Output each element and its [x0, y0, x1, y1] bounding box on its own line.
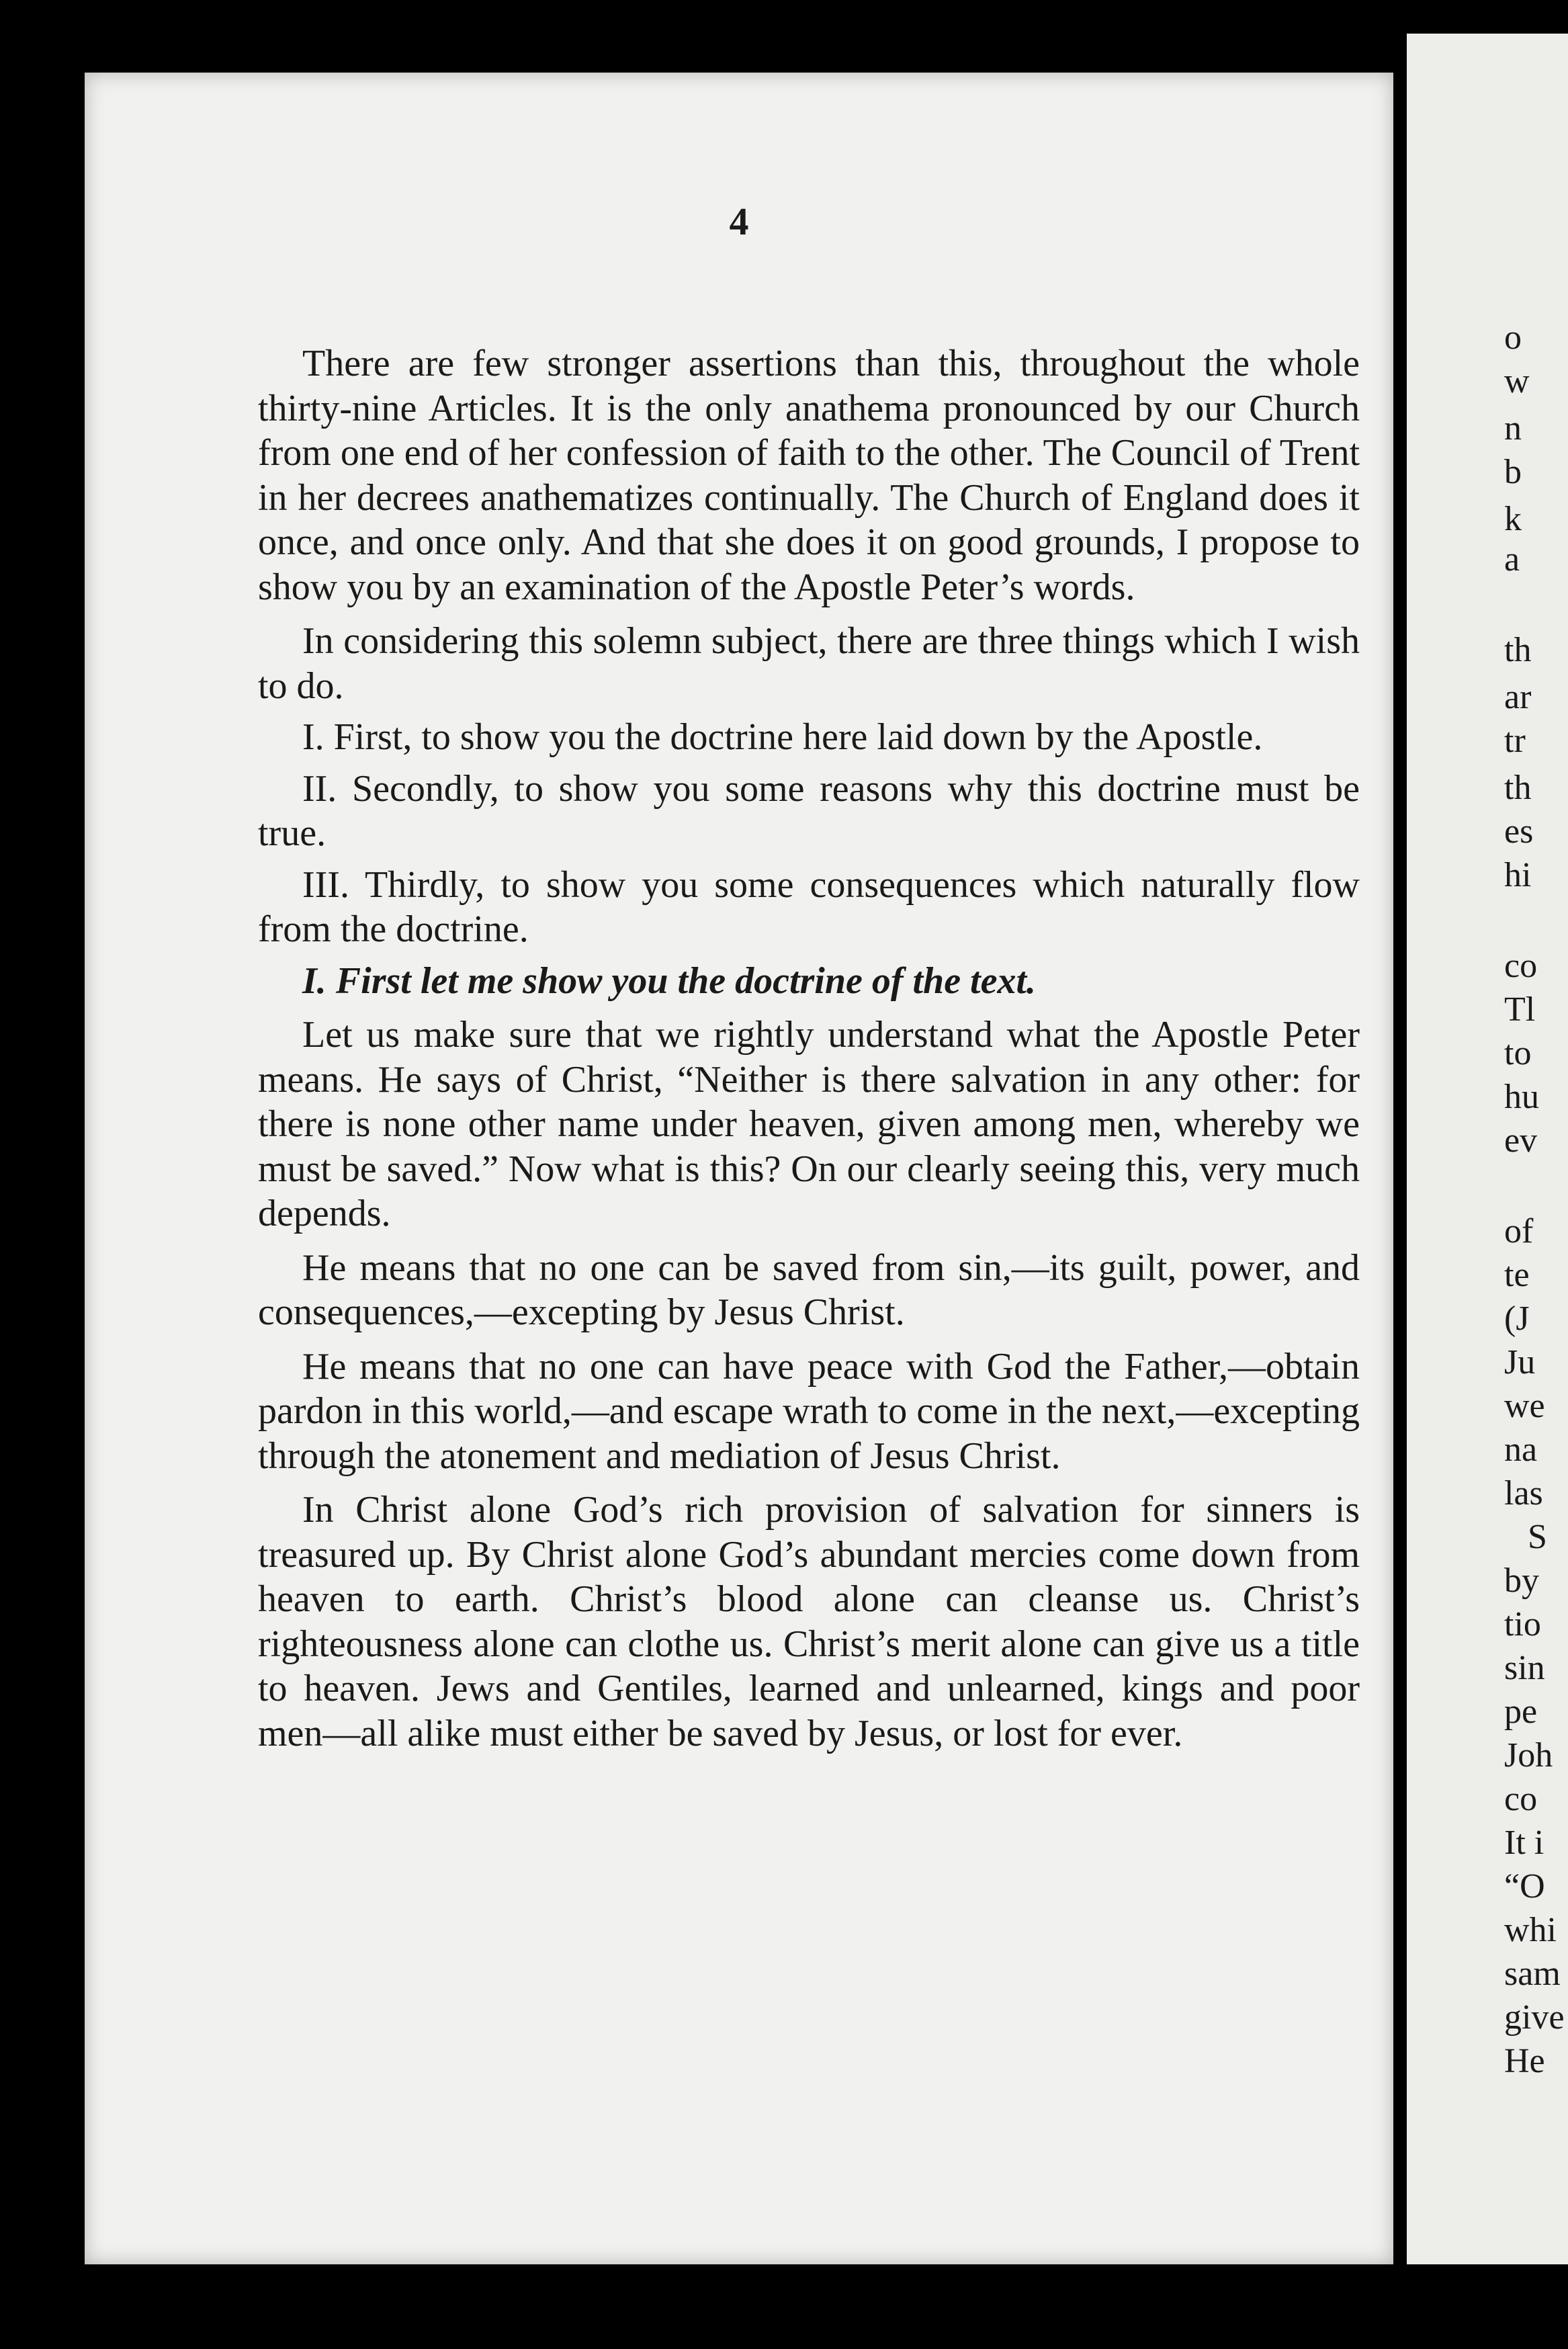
paragraph: He means that no one can be saved from sin,—its guilt, power, and consequences,—excepting by Jesus Christ.: [258, 1246, 1360, 1333]
right-page-line-fragment: th: [1504, 769, 1532, 807]
page-number: 4: [729, 200, 749, 243]
list-item: I. First, to show you the doctrine here laid down by the Apostle.: [302, 716, 1263, 758]
right-page-line-fragment: ar: [1504, 678, 1532, 716]
right-page-line-fragment: give: [1504, 1998, 1565, 2037]
right-page-line-fragment: whi: [1504, 1911, 1557, 1949]
section-heading: I. First let me show you the doctrine of the text.: [302, 959, 1037, 1002]
right-page-line-fragment: es: [1504, 812, 1534, 851]
right-page-line-fragment: “O: [1504, 1867, 1545, 1906]
right-page-line-fragment: w: [1504, 362, 1530, 400]
right-page-line-fragment: tio: [1504, 1605, 1541, 1643]
body-text: [258, 341, 1360, 1765]
paragraph: He means that no one can have peace with God the Father,—obtain pardon in this world,—and escape wrath to come in the next,—excepting through the atonement and mediation of Jesus Christ.: [258, 1345, 1360, 1477]
right-page-line-fragment: pe: [1504, 1693, 1538, 1731]
right-page-line-fragment: co: [1504, 947, 1538, 985]
right-page-line-fragment: te: [1504, 1256, 1530, 1294]
right-page-line-fragment: (J: [1504, 1299, 1530, 1338]
right-page-line-fragment: k: [1504, 500, 1522, 538]
paragraph: In considering this solemn subject, there are three things which I wish to do.: [258, 620, 1360, 707]
right-page-line-fragment: we: [1504, 1387, 1545, 1425]
paragraph: In Christ alone God’s rich provision of salvation for sinners is treasured up. By Christ alone God’s abundant mercies come down from heaven to earth. Christ’s blood alone can cleanse us. Christ’s righteousness alone can clothe us. Christ’s merit alone can give us a title to heaven. Jews and Gentiles, learned and unlearned, kings and poor men—all alike must either be saved by Jesus, or lost for ever.: [258, 1489, 1360, 1754]
right-page-line-fragment: hi: [1504, 856, 1532, 894]
right-page-line-fragment: tr: [1504, 722, 1526, 760]
right-page-line-fragment: ev: [1504, 1121, 1538, 1160]
right-page-line-fragment: Joh: [1504, 1736, 1553, 1775]
right-page-line-fragment: sam: [1504, 1955, 1561, 1993]
right-page-line-fragment: hu: [1504, 1078, 1539, 1116]
right-page-line-fragment: sin: [1504, 1649, 1545, 1687]
right-page-line-fragment: S: [1528, 1518, 1547, 1556]
right-page-edge: [1407, 34, 1568, 2264]
right-page-line-fragment: by: [1504, 1562, 1539, 1600]
right-page-line-fragment: a: [1504, 540, 1520, 579]
right-page-line-fragment: It i: [1504, 1824, 1544, 1862]
list-item: II. Secondly, to show you some reasons why this doctrine must be true.: [258, 767, 1360, 854]
right-page-line-fragment: o: [1504, 318, 1522, 357]
paragraph: There are few stronger assertions than this, throughout the whole thirty-nine Articles. It is the only anathema pronounced by our Church from one end of her confession of faith to the other. The Council of Trent in her decrees anathematizes continually. The Church of England does it once, and once only. And that she does it on good grounds, I propose to show you by an examination of the Apostle Peter’s words.: [258, 343, 1360, 608]
right-page-line-fragment: n: [1504, 409, 1522, 447]
right-page-line-fragment: of: [1504, 1212, 1534, 1250]
gutter-shadow: [1393, 0, 1407, 2349]
left-page: [85, 73, 1393, 2264]
right-page-line-fragment: las: [1504, 1474, 1543, 1512]
right-page-line-fragment: th: [1504, 631, 1532, 669]
right-page-line-fragment: b: [1504, 453, 1522, 491]
right-page-line-fragment: Ju: [1504, 1343, 1536, 1381]
paragraph: Let us make sure that we rightly understand what the Apostle Peter means. He says of Christ, “Neither is there salvation in any other: for there is none other name under heaven, given among men, whereby we must be saved.” Now what is this? On our clearly seeing this, very much depends.: [258, 1014, 1360, 1234]
right-page-line-fragment: to: [1504, 1034, 1532, 1072]
right-page-line-fragment: Tl: [1504, 990, 1536, 1029]
right-page-line-fragment: na: [1504, 1430, 1538, 1469]
right-page-line-fragment: co: [1504, 1780, 1538, 1818]
right-page-line-fragment: He: [1504, 2042, 1545, 2080]
list-item: III. Thirdly, to show you some consequences which naturally flow from the doctrine.: [258, 863, 1360, 950]
